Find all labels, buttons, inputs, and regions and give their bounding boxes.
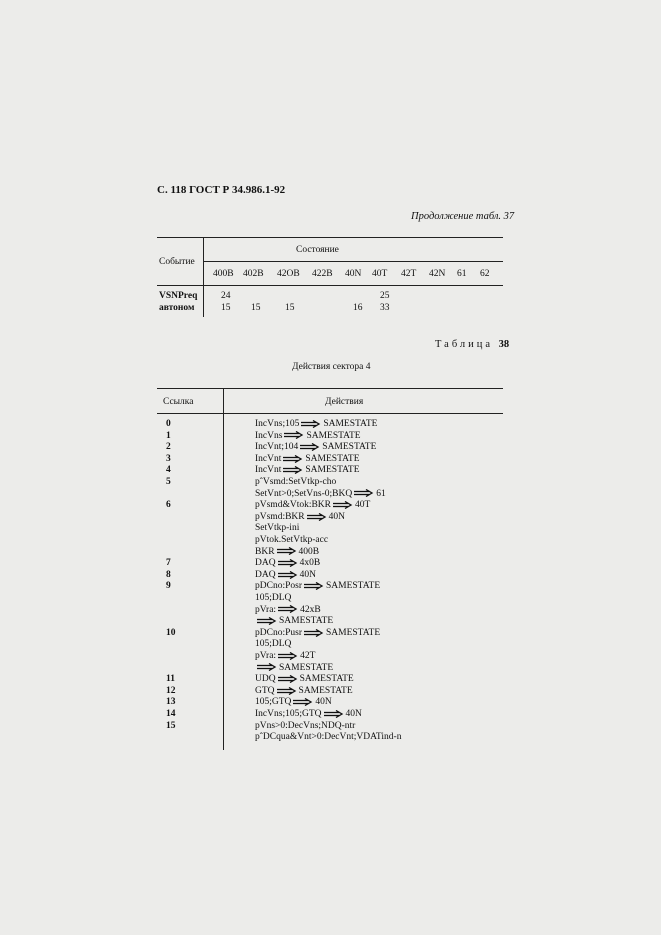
action-row [157,616,503,628]
action-text [255,639,291,651]
action-text [255,454,360,466]
state-header-cell: 40T [372,269,388,279]
action-condition: GTQ [255,685,275,696]
state-value-cell: 16 [353,303,363,313]
action-text [255,663,333,675]
action-text [255,674,354,686]
action-target: SAMESTATE [325,581,381,592]
action-text [255,616,333,628]
state-header-cell: 42OB [277,269,300,279]
table-38-header-rule [157,413,503,414]
table-37-top-rule [157,237,503,238]
action-condition: IncVnt [255,465,282,476]
action-target: 42xB [300,604,321,615]
state-value-cell: 25 [380,291,390,301]
action-row [157,489,503,501]
action-target: SAMESTATE [323,419,378,429]
action-text [255,512,345,524]
reference-number: 13 [166,697,176,708]
transition-arrow-icon [293,698,313,706]
action-condition: pVsmd&Vtok:BKR [255,500,332,511]
action-condition: pVra: [255,651,277,661]
action-condition: pVra: [255,604,277,615]
action-target: SAMESTATE [299,674,354,685]
action-row [157,732,503,744]
action-text [255,523,299,535]
action-row [157,512,503,524]
action-text [255,593,291,605]
action-text [255,489,386,501]
table-37-state-rule [203,261,503,262]
action-condition: IncVnt;104 [255,442,299,453]
action-condition: SetVnt>0;SetVns-0;BKQ [255,488,353,499]
state-header-cell: 40N [345,269,362,279]
transition-arrow-icon [278,605,298,613]
state-value-cell: 33 [380,303,390,313]
action-row [157,465,503,477]
action-condition: UDQ [255,674,276,685]
action-target: SAMESTATE [322,442,377,453]
action-condition: BKR [255,546,275,557]
action-target: SAMESTATE [306,430,361,441]
reference-number: 6 [166,500,171,511]
transition-arrow-icon [304,582,324,590]
transition-arrow-icon [283,466,303,474]
table-37-vertical-rule [203,237,204,317]
action-row [157,628,503,640]
action-condition: 105;GTQ [255,697,292,708]
action-condition: IncVns;105 [255,419,300,429]
reference-number: 11 [166,674,175,685]
action-row [157,500,503,512]
action-condition: pVsmd:BKR [255,511,305,522]
action-text [255,686,353,698]
state-header-cell: 402B [243,269,264,279]
reference-number: 12 [166,685,176,696]
action-row [157,547,503,559]
transition-arrow-icon [277,547,297,555]
action-text [255,442,376,454]
action-condition: IncVns [255,430,283,441]
action-row [157,686,503,698]
reference-number: 9 [166,581,171,592]
transition-arrow-icon [278,652,298,660]
state-value-cell: 24 [221,291,231,301]
table-38-number: 38 [498,339,510,350]
transition-arrow-icon [283,455,303,463]
reference-number: 1 [166,430,171,441]
table-37-header-rule [157,285,503,286]
action-row [157,639,503,651]
transition-arrow-icon [307,513,327,521]
state-header-cell: 61 [457,269,467,279]
action-row [157,454,503,466]
transition-arrow-icon [284,431,304,439]
state-header-cell: 422B [312,269,333,279]
action-target: 40T [355,500,371,511]
transition-arrow-icon [300,443,320,451]
action-text [255,535,328,547]
action-text [255,477,336,489]
action-text [255,547,319,559]
state-column-header: Состояние [296,245,339,255]
action-text [255,500,370,512]
action-target: 40N [328,511,345,522]
action-target: 42T [300,651,316,661]
action-condition: 105;DLQ [255,639,292,650]
reference-number: 0 [166,419,171,429]
event-column-header: Событие [159,257,195,267]
action-target: 40N [315,697,332,708]
action-row [157,709,503,721]
action-row [157,570,503,582]
transition-arrow-icon [324,710,344,718]
page-header: С. 118 ГОСТ Р 34.986.1-92 [157,184,286,196]
action-row [157,581,503,593]
reference-number: 14 [166,709,176,719]
action-text [255,628,380,640]
action-text [255,651,315,663]
table-continuation-note: Продолжение табл. 37 [411,211,515,222]
state-header-cell: 400B [213,269,234,279]
transition-arrow-icon [278,675,298,683]
action-condition: 105;DLQ [255,593,292,603]
action-condition: DAQ [255,558,276,569]
action-condition: pDCno:Pusr [255,627,302,638]
action-row [157,651,503,663]
action-condition: pDCno:Posr [255,581,302,592]
table-38-caption: Действия сектора 4 [292,362,371,372]
action-target: SAMESTATE [325,627,381,638]
state-value-cell: 15 [251,303,261,313]
action-text [255,465,360,477]
reference-number: 15 [166,720,176,731]
action-target: SAMESTATE [305,453,360,464]
action-text [255,558,320,570]
action-target: 40N [299,569,316,580]
event-label: автоном [159,303,195,313]
transition-arrow-icon [257,663,277,671]
action-target: 4x0B [299,558,321,569]
action-condition: pVns>0:DecVns;NDQ-ntr [255,720,356,731]
action-target: SAMESTATE [279,616,334,627]
action-text [255,732,401,744]
action-row [157,605,503,617]
transition-arrow-icon [301,420,321,428]
transition-arrow-icon [304,629,324,637]
action-text [255,605,321,617]
state-header-cell: 42T [401,269,417,279]
state-value-cell: 15 [221,303,231,313]
action-text [255,570,316,582]
action-row [157,442,503,454]
reference-number: 3 [166,453,171,464]
reference-number: 4 [166,465,171,476]
action-row [157,721,503,733]
table-38 [157,388,503,753]
action-text [255,709,362,721]
action-row [157,523,503,535]
state-header-cell: 62 [480,269,490,279]
table-38-top-rule [157,388,503,389]
table-37 [157,237,503,320]
reference-number: 10 [166,627,176,638]
action-row [157,593,503,605]
action-condition: SetVtkp-ini [255,523,300,534]
actions-column-header: Действия [325,397,364,407]
transition-arrow-icon [278,571,298,579]
action-row [157,697,503,709]
action-text [255,581,380,593]
action-row [157,558,503,570]
table-38-label: Таблица 38 [435,339,510,350]
reference-column-header: Ссылка [163,397,194,407]
action-target: SAMESTATE [305,465,360,476]
action-target: 61 [376,488,386,499]
action-text [255,431,361,443]
reference-number: 7 [166,558,171,569]
action-condition: IncVns;105;GTQ [255,709,322,719]
reference-number: 2 [166,442,171,453]
transition-arrow-icon [333,501,353,509]
action-target: SAMESTATE [279,662,334,673]
action-row [157,477,503,489]
reference-number: 5 [166,477,171,487]
action-target: SAMESTATE [298,685,353,696]
action-condition: pˆVsmd:SetVtkp-cho [255,477,337,487]
action-target: 400B [298,546,320,557]
event-label: VSNPreq [159,291,198,301]
transition-arrow-icon [354,489,374,497]
transition-arrow-icon [257,617,277,625]
transition-arrow-icon [278,559,298,567]
action-row [157,431,503,443]
action-row [157,419,503,431]
action-condition: IncVnt [255,453,282,464]
action-condition: pVtok.SetVtkp-acc [255,535,329,545]
transition-arrow-icon [277,687,297,695]
state-value-cell: 15 [285,303,295,313]
action-row [157,663,503,675]
action-text [255,721,355,733]
action-row [157,535,503,547]
state-header-cell: 42N [429,269,446,279]
action-row [157,674,503,686]
action-text [255,419,377,431]
reference-number: 8 [166,569,171,580]
action-condition: pˆDCqua&Vnt>0:DecVnt;VDATind-n [255,732,402,743]
action-target: 40N [345,709,362,719]
action-text [255,697,332,709]
action-condition: DAQ [255,569,276,580]
